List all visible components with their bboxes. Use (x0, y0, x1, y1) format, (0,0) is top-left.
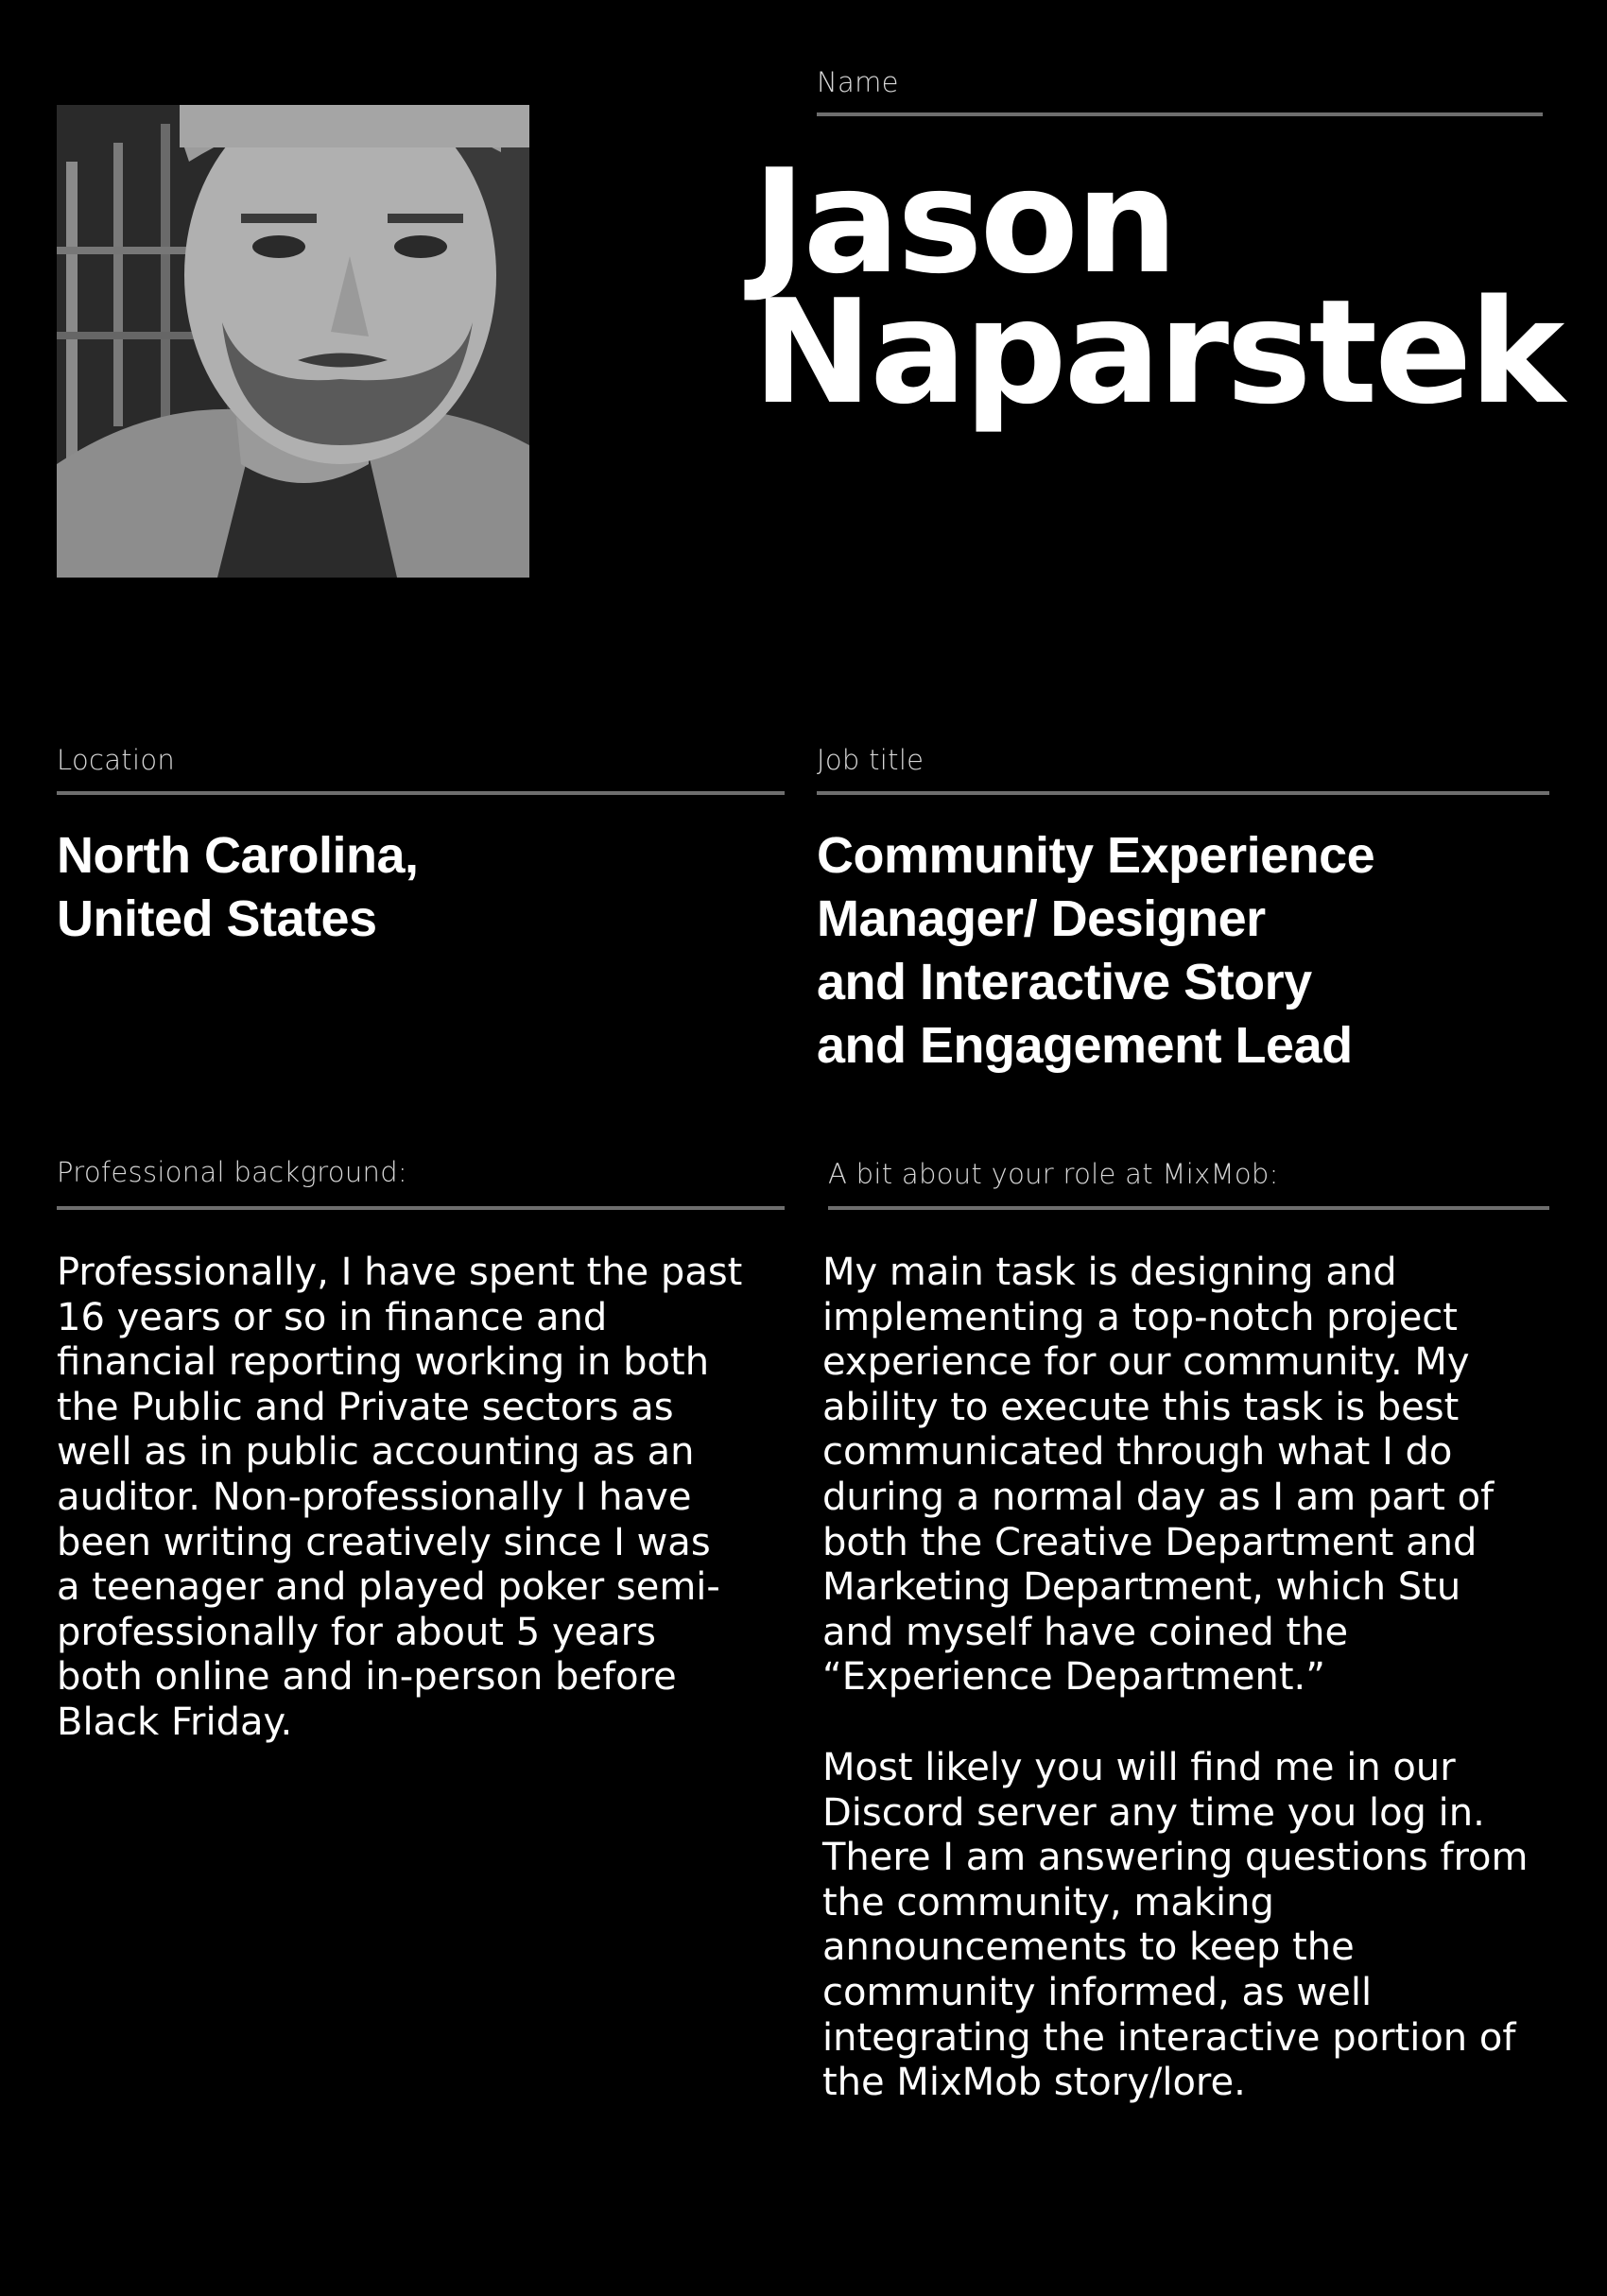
role-line: ability to execute this task is best (822, 1385, 1460, 1429)
background-line: the Public and Private sectors as (57, 1385, 674, 1429)
background-divider (57, 1206, 785, 1210)
role-line: communicated through what I do (822, 1430, 1453, 1475)
role-line: the MixMob story/lore. (822, 2061, 1246, 2105)
background-text (57, 1251, 742, 1746)
background-line: well as in public accounting as an (57, 1430, 695, 1475)
background-line: both online and in-person before (57, 1655, 677, 1700)
role-label: A bit about your role at MixMob: (828, 1158, 1279, 1190)
role-divider (828, 1206, 1549, 1210)
profile-photo (57, 105, 529, 578)
portrait-photo-icon (57, 105, 529, 578)
role-line: Discord server any time you log in. (822, 1790, 1485, 1835)
background-line: auditor. Non-professionally I have (57, 1475, 692, 1519)
job-title-line: and Engagement Lead (817, 1017, 1353, 1074)
role-line: announcements to keep the (822, 1925, 1355, 1970)
person-name (752, 138, 1584, 436)
role-line: integrating the interactive portion of (822, 2015, 1516, 2060)
role-line: My main task is designing and (822, 1251, 1397, 1294)
job-title-value (817, 824, 1374, 1078)
first-name: Jason (752, 138, 1176, 305)
background-label: Professional background: (57, 1156, 407, 1188)
role-text-continued (822, 1746, 1528, 2106)
role-text (822, 1251, 1494, 1700)
background-line: Black Friday. (57, 1700, 293, 1744)
role-line: Marketing Department, which Stu (822, 1565, 1461, 1610)
background-line: 16 years or so in finance and (57, 1295, 608, 1339)
role-line: Most likely you will find me in our (822, 1746, 1456, 1789)
background-line: financial reporting working in both (57, 1340, 710, 1385)
background-line: professionally for about 5 years (57, 1610, 656, 1654)
job-title-line: Manager/ Designer (817, 890, 1266, 947)
location-divider (57, 791, 785, 795)
role-line: both the Creative Department and (822, 1520, 1477, 1564)
background-line: Professionally, I have spent the past (57, 1251, 743, 1294)
location-line: North Carolina, (57, 827, 419, 884)
job-title-divider (817, 791, 1549, 795)
role-line: “Experience Department.” (822, 1655, 1325, 1700)
background-line: been writing creatively since I was (57, 1520, 711, 1564)
name-divider (817, 112, 1543, 116)
last-name: Naparstek (752, 268, 1563, 436)
role-line: community informed, as well (822, 1970, 1373, 2014)
job-title-line: Community Experience (817, 827, 1375, 884)
location-label: Location (57, 744, 176, 776)
name-label: Name (817, 66, 899, 98)
role-line: the community, making (822, 1880, 1274, 1925)
job-title-line: and Interactive Story (817, 954, 1312, 1010)
role-line: experience for our community. My (822, 1340, 1470, 1385)
role-line: implementing a top-notch project (822, 1295, 1458, 1339)
role-line: during a normal day as I am part of (822, 1475, 1495, 1519)
role-line: and myself have coined the (822, 1610, 1349, 1654)
background-line: a teenager and played poker semi- (57, 1565, 720, 1610)
job-title-label: Job title (817, 744, 924, 776)
role-line: There I am answering questions from (822, 1836, 1529, 1880)
location-value (57, 824, 419, 951)
location-line: United States (57, 890, 377, 947)
